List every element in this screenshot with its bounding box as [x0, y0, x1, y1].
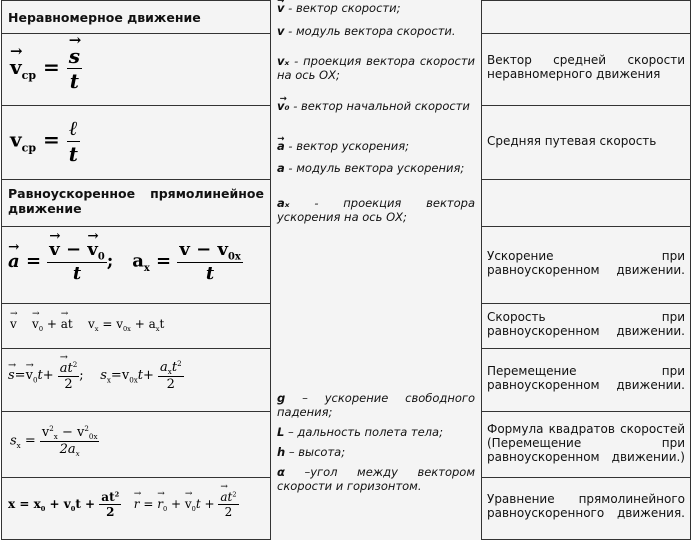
heading-uniform-accel: Равноускоренное прямолинейное движение [8, 186, 264, 216]
velocity-formula-cell [1, 303, 271, 349]
right-empty-cell [481, 0, 691, 34]
description-cell [481, 105, 691, 180]
accel-formula-cell [1, 226, 271, 304]
avg-speed-formula-cell [1, 33, 271, 106]
displacement-formula: → $s=\to v_0t+$ → $\frac{at^2}{2}$ ; $s_x=v_{0x}t+$ $a_xt^2$ 2 [8, 359, 184, 392]
description-avg-speed-vector: Вектор средней скорости неравномерного движения [487, 53, 685, 81]
symbol-item: L – дальность полета тела; [277, 425, 443, 439]
squares-formula-cell [1, 411, 271, 478]
description-cell [481, 303, 691, 349]
symbol-item: vₓ - проекция вектора скорости на ось ОХ; [277, 54, 475, 82]
symbol-item: → v₀ - вектор начальной скорости [277, 99, 475, 113]
description-acceleration: Ускорение при равноускоренном движении. [487, 249, 685, 277]
symbol-item: h – высота; [277, 445, 346, 459]
description-squares: Формула квадратов скоростей (Перемещение при равноускоренном движении.) [487, 422, 685, 464]
symbol-item: a - модуль вектора ускорения; [277, 161, 465, 175]
symbol-item: α –угол между вектором скорости и горизонтом. [277, 465, 475, 493]
path-speed-formula-cell [1, 105, 271, 180]
heading-uniform-accel-cell [1, 179, 271, 227]
description-cell [481, 226, 691, 304]
description-cell [481, 477, 691, 540]
description-cell [481, 411, 691, 478]
symbols-column [270, 0, 482, 540]
path-speed-formula: $v_{ср}$ = ℓ t [10, 116, 78, 166]
symbol-item: v - модуль вектора скорости. [277, 24, 456, 38]
description-cell [481, 33, 691, 106]
avg-speed-formula: → $v_{ср}$ = → $\frac{s}{t}$ [10, 44, 82, 93]
description-cell [481, 348, 691, 412]
heading-uneven-cell [1, 0, 271, 34]
position-formula: $x = x_0 + v_0t$ + $\frac{at^2}{2}$ → r = → $r_0$ + → $v_0t$ + → $\frac{at^2}{2}$ [8, 490, 239, 519]
symbol-item: → a - вектор ускорения; [277, 139, 475, 153]
symbol-item: → v - вектор скорости; [277, 1, 475, 15]
symbol-item: g – ускорение свободного падения; [277, 391, 475, 419]
description-displacement: Перемещение при равноускоренном движении. [487, 364, 685, 392]
velocity-formula: → v → $v_0$ + → at $v_x = v_{0x} + a_xt$ [10, 317, 164, 333]
description-motion-equation: Уравнение прямолинейного равноускоренного движения. [487, 492, 685, 520]
displacement-formula-cell [1, 348, 271, 412]
right-empty-cell [481, 179, 691, 227]
description-path-speed: Средняя путевая скорость [487, 134, 657, 148]
description-velocity: Скорость при равноускоренном движении. [487, 310, 685, 338]
accel-formula: → a = → $\frac{v - \to v_0}{t}$ ; $a_x$ = $\frac{v - v_{0x}}{t}$ [8, 239, 243, 284]
symbol-item: aₓ - проекция вектора ускорения на ось ОХ; [277, 196, 476, 224]
heading-uneven: Неравномерное движение [8, 10, 201, 25]
position-formula-cell [1, 477, 271, 540]
squares-formula: $s_x$ = $\frac{v^2_x - v^2_{0x}}{2a_x}$ [10, 424, 98, 459]
